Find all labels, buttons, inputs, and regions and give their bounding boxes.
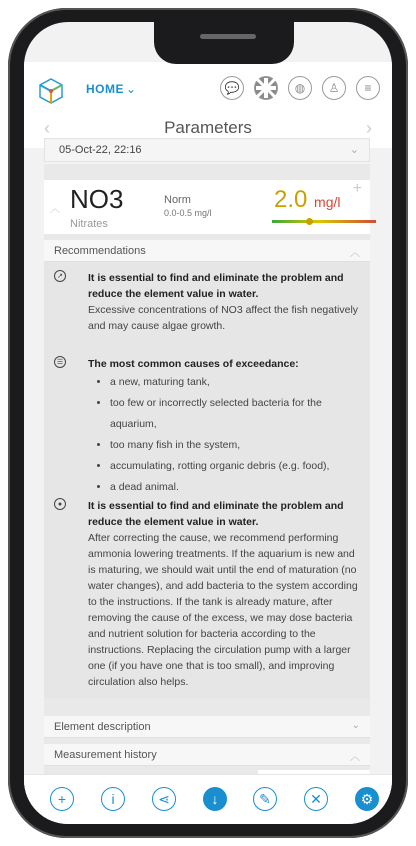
chevron-down-icon: ⌄ — [349, 144, 359, 156]
bullseye-icon: ● — [54, 498, 66, 510]
recommendation-text: After correcting the cause, we recommend performing ammonia lowering treatments. If the aquarium is new and is maturing, we should wait until the end of maturation (no water changes), and add bacteria to the system according to the instructions. If the tank is already mature, after removing the cause of the excess, we may dose bacteria and nutrient solution for bacteria according to the instructions. Replacing the circulation pump with a larger one (if you have one that is too small), and improving circulation also helps. — [88, 532, 358, 688]
element-description-header[interactable] — [44, 716, 370, 738]
chevron-down-icon: ⌄ — [351, 720, 360, 731]
recommendations-body — [44, 262, 370, 698]
chat-icon[interactable]: 💬 — [220, 76, 244, 100]
recommendation-title: It is essential to find and eliminate the problem and reduce the element value in water. — [88, 500, 344, 528]
phone-frame — [8, 8, 408, 838]
notch — [154, 22, 294, 64]
parameter-content — [44, 164, 370, 774]
share-icon[interactable]: ⋖ — [152, 787, 176, 811]
element-description-title: Element description — [54, 721, 151, 733]
app-logo-icon[interactable] — [36, 76, 66, 106]
causes-title: The most common causes of exceedance: — [88, 358, 299, 370]
app-screen — [24, 22, 392, 824]
scale-marker — [306, 218, 313, 225]
list-icon: ☰ — [54, 356, 66, 368]
list-item: • too many fish in the system, — [110, 435, 370, 456]
causes-list — [100, 372, 370, 498]
recommendation-text: Excessive concentrations of NO3 affect the fish negatively and may cause algae growth. — [88, 304, 359, 332]
list-item: • a dead animal. — [110, 477, 370, 498]
info-icon[interactable]: i — [101, 787, 125, 811]
settings-icon[interactable]: ⚙ — [355, 787, 379, 811]
chevron-down-icon[interactable]: ⌄ — [126, 82, 137, 96]
prev-arrow-icon[interactable]: ‹ — [44, 118, 50, 138]
page-title: Parameters — [164, 118, 252, 137]
measurement-date-select[interactable] — [44, 138, 370, 162]
bottom-toolbar — [24, 774, 392, 824]
add-icon[interactable]: + — [50, 787, 74, 811]
element-name: Nitrates — [70, 218, 108, 230]
plus-icon[interactable]: + — [352, 180, 362, 197]
value-number: 2.0 — [274, 186, 308, 213]
measurement-history-title: Measurement history — [54, 749, 157, 761]
value-unit: mg/l — [314, 194, 341, 210]
speaker — [200, 34, 256, 39]
uk-flag-icon[interactable] — [254, 76, 278, 100]
user-icon[interactable]: ♙ — [322, 76, 346, 100]
norm-range: 0.0-0.5 mg/l — [164, 208, 212, 218]
list-item: • too few or incorrectly selected bacteria for the aquarium, — [110, 393, 370, 435]
norm-label: Norm — [164, 194, 191, 206]
flag-cross — [256, 78, 276, 98]
list-item: • a new, maturing tank, — [110, 372, 370, 393]
chevron-up-icon[interactable]: ︿ — [50, 204, 60, 215]
top-bar — [24, 62, 392, 120]
element-symbol: NO3 — [70, 184, 124, 214]
recommendation-title: It is essential to find and eliminate the problem and reduce the element value in water. — [88, 272, 344, 300]
recommendations-title: Recommendations — [54, 245, 146, 257]
close-icon[interactable]: ✕ — [304, 787, 328, 811]
recommendations-header[interactable] — [44, 240, 370, 262]
measurement-history-header[interactable] — [44, 744, 370, 766]
menu-icon[interactable]: ≡ — [356, 76, 380, 100]
value-scale — [272, 220, 376, 223]
measured-value — [274, 186, 341, 214]
edit-icon[interactable]: ✎ — [253, 787, 277, 811]
chevron-up-icon: ︿ — [350, 248, 360, 259]
next-arrow-icon[interactable]: › — [366, 118, 372, 138]
nav-home-label[interactable]: HOME — [86, 82, 124, 96]
measurement-date: 05-Oct-22, 22:16 — [59, 144, 142, 156]
chevron-up-icon: ︿ — [350, 752, 360, 763]
list-item: • accumulating, rotting organic debris (e.g. food), — [110, 456, 370, 477]
parameter-card[interactable] — [44, 180, 370, 234]
download-icon[interactable]: ↓ — [203, 787, 227, 811]
target-icon: ↗ — [54, 270, 66, 282]
globe-icon[interactable]: ◍ — [288, 76, 312, 100]
